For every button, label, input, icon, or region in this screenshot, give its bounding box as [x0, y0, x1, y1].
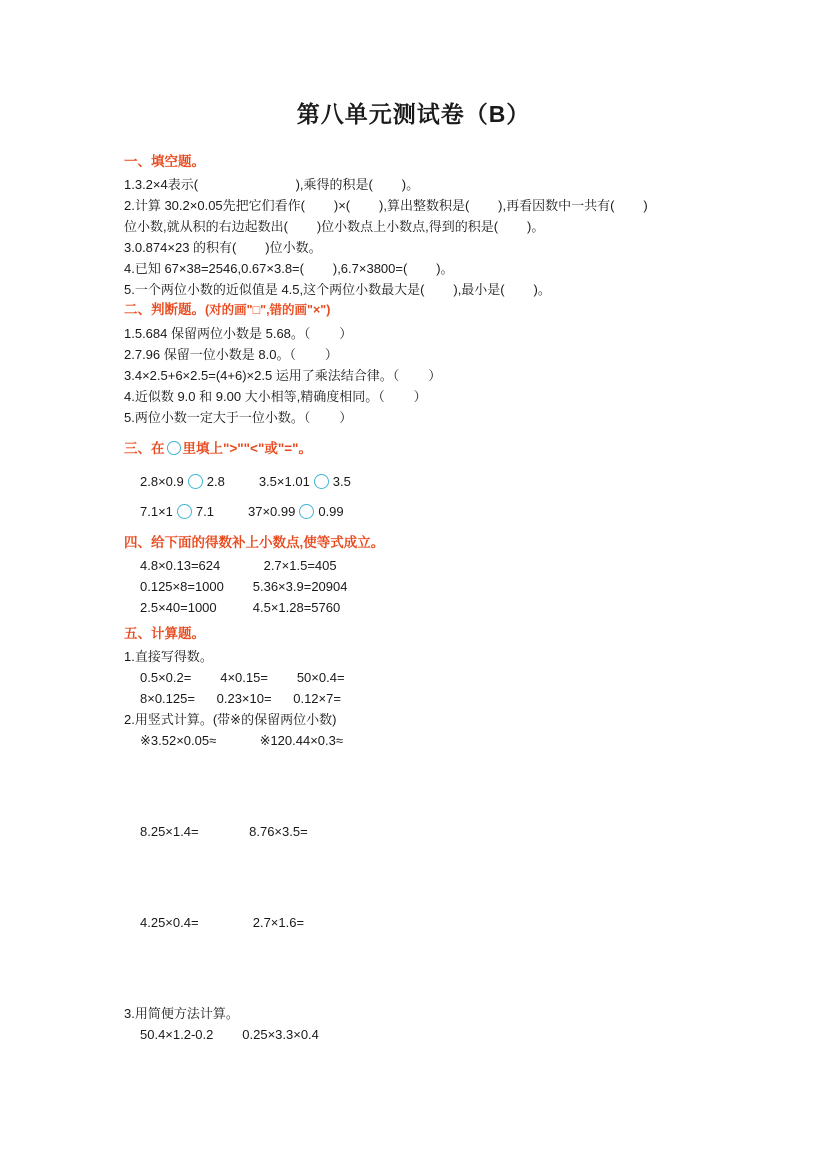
section-heading-compare [124, 439, 724, 458]
section-heading-calculation: 五、计算题。 [124, 626, 205, 641]
compare-expression-left: 7.1×1 [140, 504, 173, 519]
page-title: 第八单元测试卷（B） [296, 101, 531, 127]
question-line: 4.8×0.13=624 2.7×1.5=405 [140, 558, 337, 573]
question-line: 4.25×0.4= 2.7×1.6= [140, 915, 305, 930]
question-line: 8×0.125= 0.23×10= 0.12×7= [140, 691, 341, 706]
question-line: 1.3.2×4表示( ),乘得的积是( )。 [124, 177, 420, 192]
circle-icon [167, 441, 181, 455]
compare-expression-right: 0.99 [318, 504, 344, 519]
compare-expression-left: 37×0.99 [247, 504, 296, 519]
compare-expression-right: 3.5 [332, 474, 351, 489]
section-heading-text-post: 里填上">""<"或"="。 [182, 441, 313, 456]
question-line: 3.4×2.5+6×2.5=(4+6)×2.5 运用了乘法结合律。（ ） [124, 368, 442, 383]
question-line: 位小数,就从积的右边起数出( )位小数点上小数点,得到的积是( )。 [124, 219, 545, 234]
circle-icon[interactable] [299, 504, 314, 519]
question-line: 4.已知 67×38=2546,0.67×3.8=( ),6.7×3800=( )。 [124, 261, 454, 276]
question-line: 2.5×40=1000 4.5×1.28=5760 [140, 600, 341, 615]
compare-expression-left: 3.5×1.01 [258, 474, 310, 489]
section-heading-fill-blank: 一、填空题。 [124, 154, 205, 169]
exam-body [124, 152, 724, 1045]
question-line: 0.5×0.2= 4×0.15= 50×0.4= [140, 670, 345, 685]
circle-icon[interactable] [188, 474, 203, 489]
subsection-label: 1.直接写得数。 [124, 649, 213, 664]
question-line: 1.5.684 保留两位小数是 5.68。（ ） [124, 326, 353, 341]
question-line: 3.0.874×23 的积有( )位小数。 [124, 240, 322, 255]
question-line: 0.125×8=1000 5.36×3.9=20904 [140, 579, 348, 594]
question-line: 8.25×1.4= 8.76×3.5= [140, 824, 308, 839]
question-line: 50.4×1.2-0.2 0.25×3.3×0.4 [140, 1027, 319, 1042]
section-heading-text-pre: 三、在 [124, 441, 165, 456]
section-heading-decimal-point: 四、给下面的得数补上小数点,使等式成立。 [124, 535, 385, 550]
question-line: ※3.52×0.05≈ ※120.44×0.3≈ [140, 733, 344, 748]
compare-expression-left: 2.8×0.9 [140, 474, 184, 489]
section-heading-note: (对的画"□",错的画"×") [205, 303, 331, 317]
circle-icon[interactable] [314, 474, 329, 489]
compare-row [124, 497, 724, 527]
question-line: 2.计算 30.2×0.05先把它们看作( )×( ),算出整数积是( ),再看因数中一共有( ) [124, 198, 648, 213]
circle-icon[interactable] [177, 504, 192, 519]
question-line: 5.一个两位小数的近似值是 4.5,这个两位小数最大是( ),最小是( )。 [124, 282, 551, 297]
subsection-label: 3.用简便方法计算。 [124, 1006, 239, 1021]
question-line: 4.近似数 9.0 和 9.00 大小相等,精确度相同。（ ） [124, 389, 427, 404]
question-line: 5.两位小数一定大于一位小数。（ ） [124, 410, 353, 425]
compare-expression-right: 2.8 [206, 474, 225, 489]
compare-expression-right: 7.1 [195, 504, 214, 519]
question-line: 2.7.96 保留一位小数是 8.0。（ ） [124, 347, 338, 362]
section-heading-true-false [124, 300, 724, 320]
subsection-label: 2.用竖式计算。(带※的保留两位小数) [124, 712, 337, 727]
section-heading-text: 二、判断题。 [124, 302, 205, 317]
compare-row [124, 467, 724, 497]
